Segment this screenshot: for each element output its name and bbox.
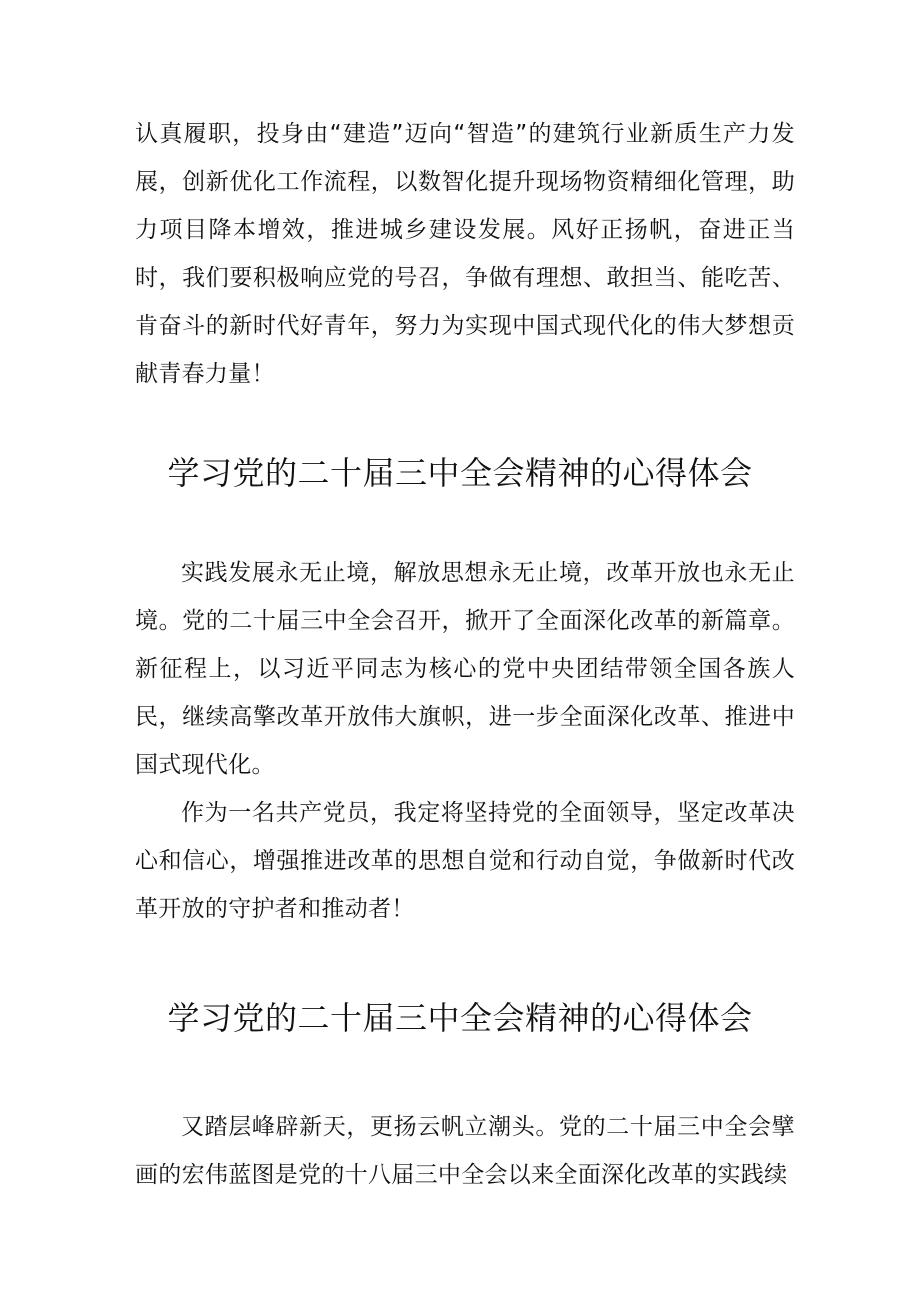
intro-paragraph: 认真履职，投身由“建造”迈向“智造”的建筑行业新质生产力发展，创新优化工作流程，以数智化提升现场物资精细化管理，助力项目降本增效，推进城乡建设发展。风好正扬帆，奋进正当时，我们要积极响应党的号召，争做有理想、敢担当、能吃苦、肯奋斗的新时代好青年，努力为实现中国式现代化的伟大梦想贡献青春力量！ bbox=[135, 121, 795, 387]
section-1-paragraph-1: 实践发展永无止境，解放思想永无止境，改革开放也永无止境。党的二十届三中全会召开，掀开了全面深化改革的新篇章。新征程上，以习近平同志为核心的党中央团结带领全国各族人民，继续高擎改革开放伟大旗帜，进一步全面深化改革、推进中国式现代化。 bbox=[135, 560, 795, 778]
section-2-title: 学习党的二十届三中全会精神的心得体会 bbox=[167, 999, 753, 1037]
section-1-paragraph-2: 作为一名共产党员，我定将坚持党的全面领导，坚定改革决心和信心，增强推进改革的思想自觉和行动自觉，争做新时代改革开放的守护者和推动者！ bbox=[135, 800, 795, 922]
section-1-title: 学习党的二十届三中全会精神的心得体会 bbox=[167, 454, 753, 492]
section-2-paragraph-1: 又踏层峰辟新天，更扬云帆立潮头。党的二十届三中全会擘画的宏伟蓝图是党的十八届三中全会以来全面深化改革的实践续 bbox=[135, 1114, 795, 1188]
